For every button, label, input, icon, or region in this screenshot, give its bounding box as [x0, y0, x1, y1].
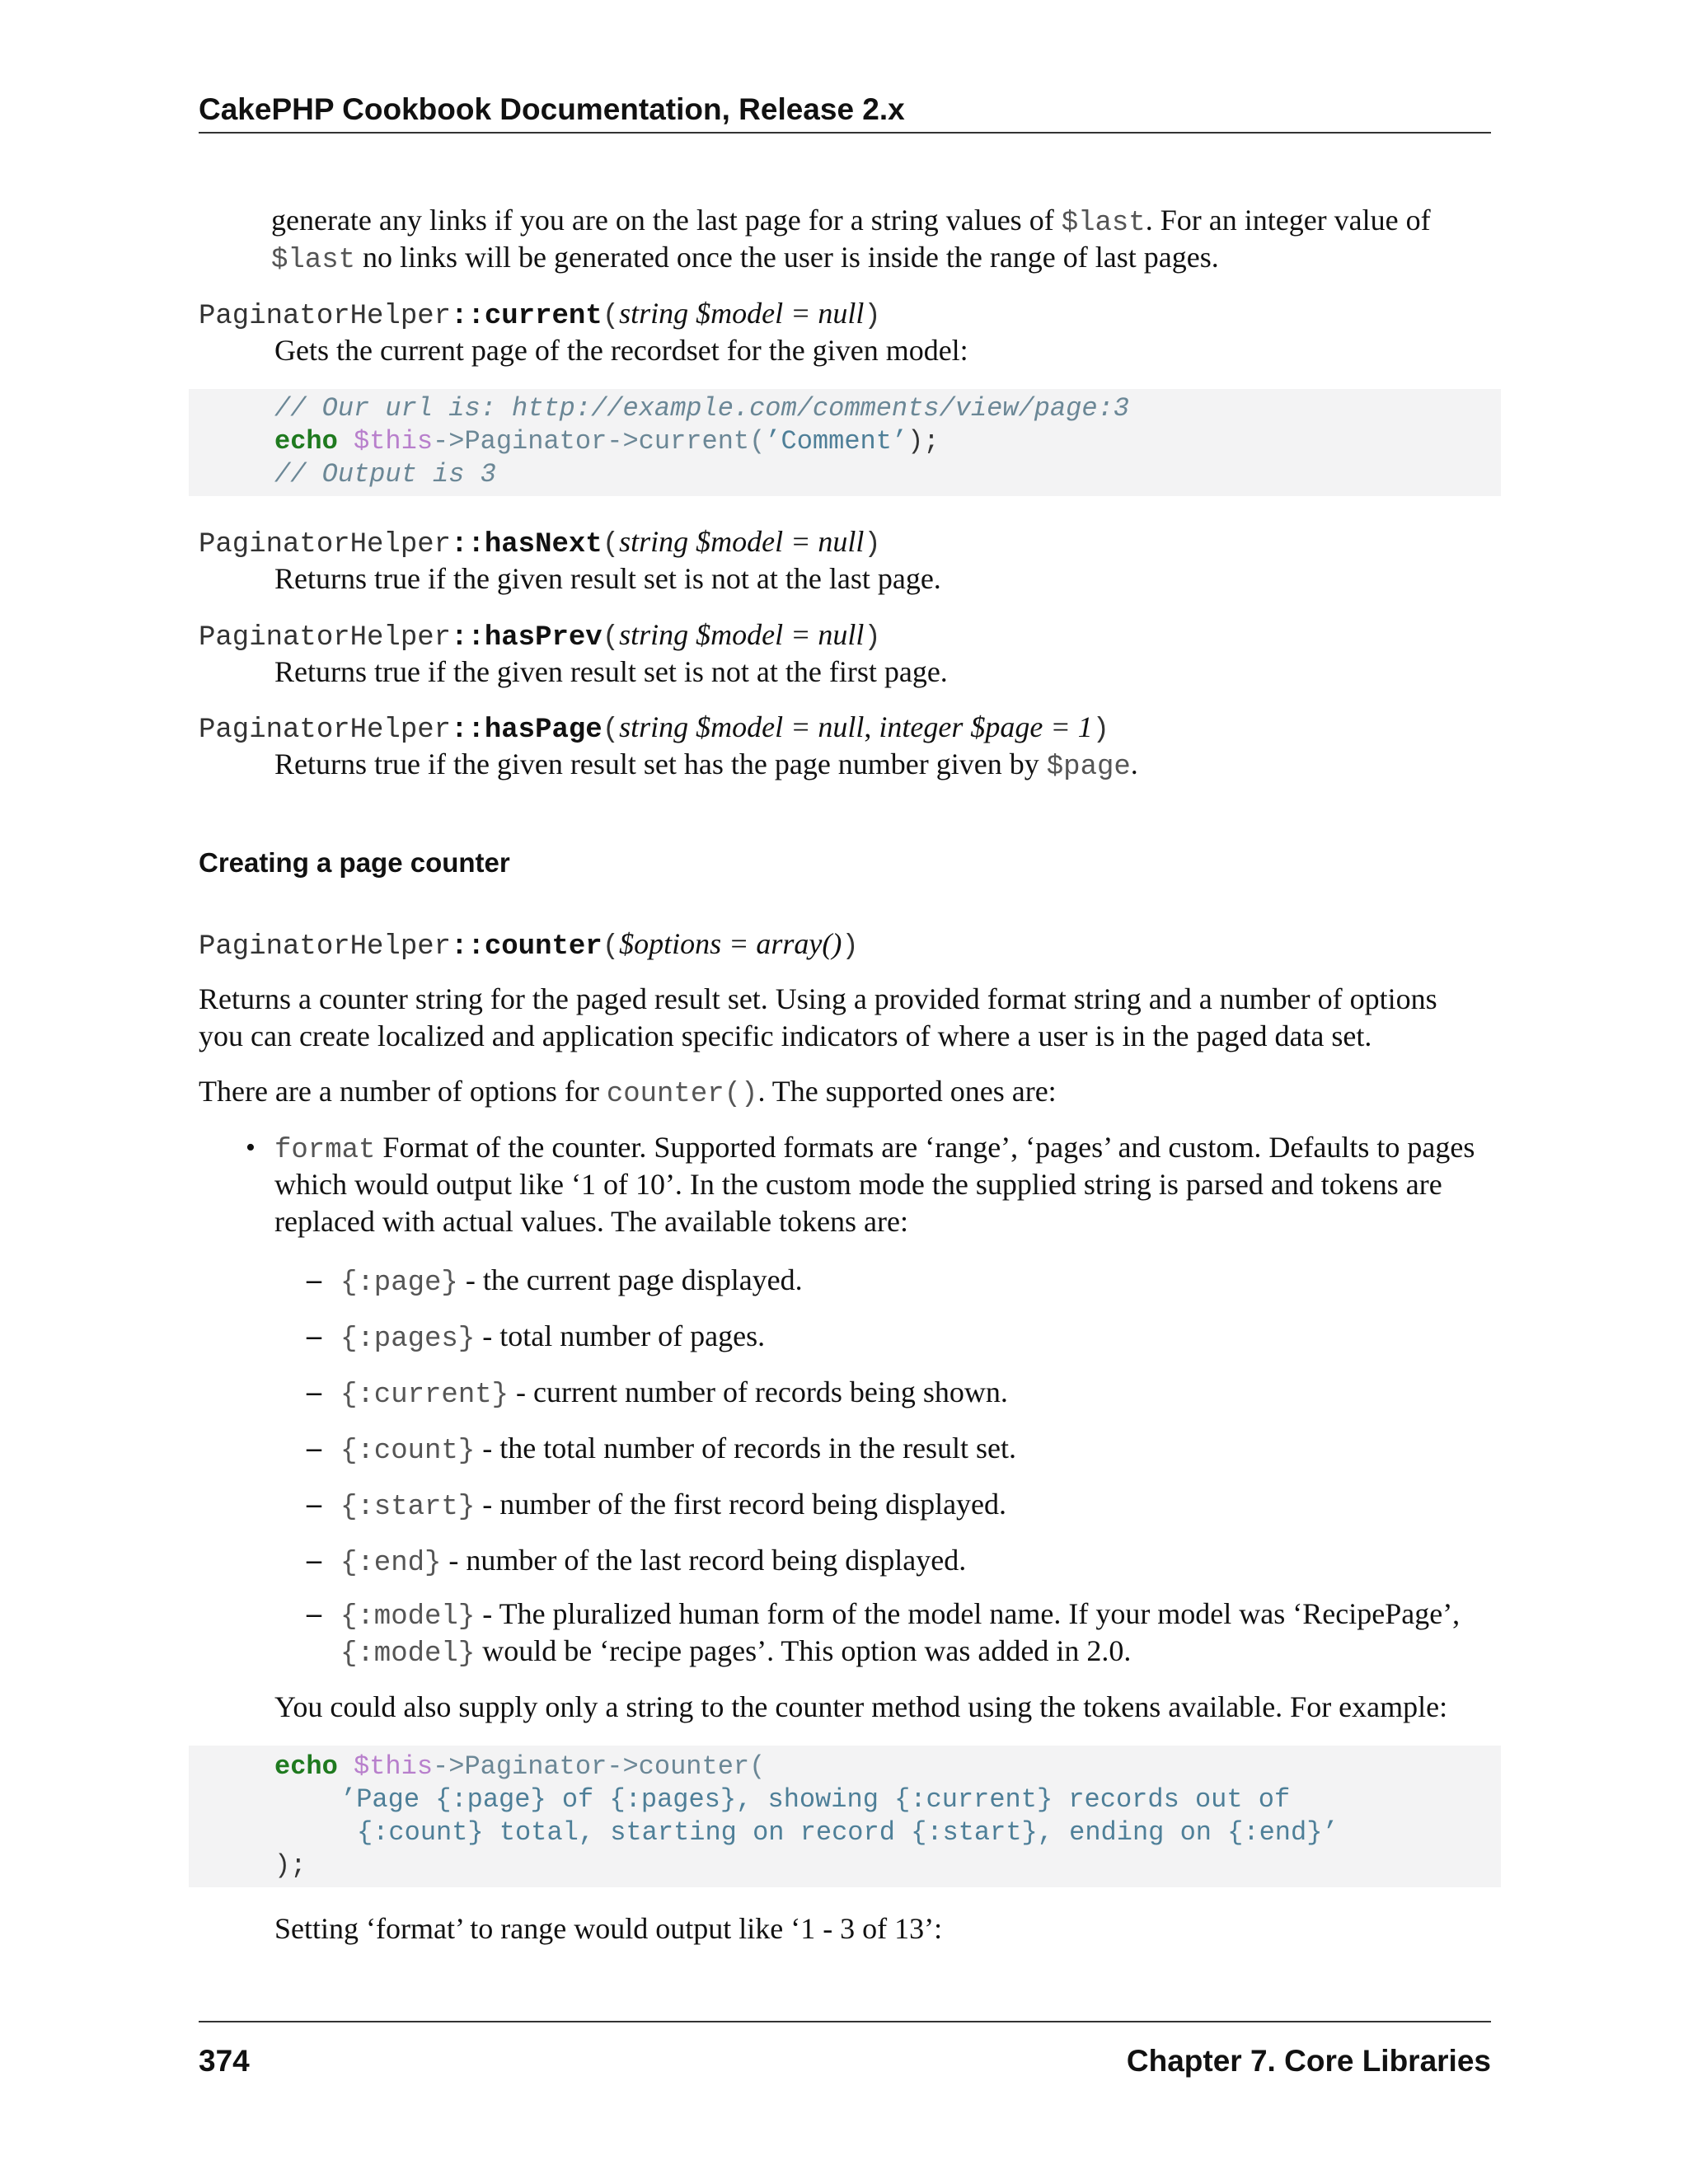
- intro-text: no links will be generated once the user is inside the range of last pages.: [355, 241, 1219, 274]
- token-description: - current number of records being shown.: [509, 1376, 1008, 1408]
- intro-text: generate any links if you are on the last page for a string values of: [271, 204, 1062, 237]
- code-comment: // Output is 3: [274, 459, 496, 490]
- code-string: ’Page {:page} of {:pages}, showing {:current} records out of: [340, 1784, 1291, 1815]
- method-signature-hasnext: PaginatorHelper::hasNext(string $model = null): [199, 525, 881, 560]
- format-option-line-1: format Format of the counter. Supported formats are ‘range’, ‘pages’ and custom. Defaults to pages: [274, 1131, 1475, 1166]
- method-signature-counter: PaginatorHelper::counter($options = array()): [199, 927, 859, 963]
- scope-separator: ::: [451, 301, 485, 332]
- dash-marker: –: [307, 1543, 321, 1576]
- method-desc-hasprev: Returns true if the given result set is not at the first page.: [274, 655, 948, 688]
- token-item: [340, 1486, 1006, 1526]
- method-name: current: [484, 301, 603, 332]
- token-description: - the total number of records in the result set.: [475, 1432, 1017, 1465]
- class-name: PaginatorHelper: [199, 529, 452, 560]
- inline-code: {:page}: [340, 1268, 458, 1299]
- bullet-marker: •: [246, 1132, 256, 1163]
- token-description: - number of the last record being displayed.: [441, 1544, 967, 1577]
- example-intro: You could also supply only a string to the counter method using the tokens available. For example:: [274, 1690, 1448, 1723]
- dash-marker: –: [307, 1431, 321, 1464]
- intro-text: . For an integer value of: [1145, 204, 1431, 237]
- method-args: string $model = null: [619, 297, 865, 330]
- token-item-model-cont: {:model} would be ‘recipe pages’. This option was added in 2.0.: [340, 1634, 1132, 1670]
- class-name: PaginatorHelper: [199, 715, 452, 746]
- method-name: hasNext: [484, 529, 603, 560]
- inline-code: $page: [1046, 752, 1131, 783]
- intro-line-1: [271, 202, 1431, 242]
- code-line: echo $this->Paginator->current(’Comment’);: [274, 426, 940, 457]
- dash-marker: –: [307, 1375, 321, 1408]
- method-signature-hasprev: PaginatorHelper::hasPrev(string $model = null): [199, 618, 881, 654]
- class-name: PaginatorHelper: [199, 931, 452, 963]
- code-block-current: [189, 389, 1501, 496]
- method-desc-current: Gets the current page of the recordset for the given model:: [274, 334, 968, 367]
- code-line: );: [274, 1850, 307, 1881]
- inline-code: format: [274, 1135, 376, 1166]
- counter-desc-line-2: you can create localized and application specific indicators of where a user is in the paged data set.: [199, 1019, 1372, 1052]
- token-item-model: {:model} - The pluralized human form of the model name. If your model was ‘RecipePage’,: [340, 1597, 1461, 1633]
- token-item: [340, 1318, 765, 1358]
- inline-code: $last: [271, 245, 356, 276]
- dash-marker: –: [307, 1487, 321, 1520]
- method-args: string $model = null: [619, 710, 865, 743]
- page-number: 374: [199, 2044, 250, 2078]
- class-name: PaginatorHelper: [199, 301, 452, 332]
- running-header-title: CakePHP Cookbook Documentation, Release 2.x: [199, 92, 905, 126]
- code-comment: // Our url is: http://example.com/comments/view/page:3: [274, 393, 1129, 424]
- range-note: Setting ‘format’ to range would output like ‘1 - 3 of 13’:: [274, 1912, 943, 1945]
- code-string: {:count} total, starting on record {:start}, ending on {:end}’: [357, 1817, 1339, 1848]
- code-line: echo $this->Paginator->counter(: [274, 1751, 766, 1782]
- method-name: hasPrev: [484, 622, 603, 654]
- method-args: $options = array(): [619, 927, 842, 960]
- inline-code: {:start}: [340, 1492, 476, 1523]
- inline-code: {:count}: [340, 1436, 476, 1467]
- format-option-line-2: which would output like ‘1 of 10’. In the custom mode the supplied string is parsed and tokens are: [274, 1168, 1442, 1201]
- dash-marker: –: [307, 1263, 321, 1296]
- method-name: hasPage: [484, 715, 603, 746]
- inline-code: counter(): [606, 1079, 758, 1110]
- token-description: - total number of pages.: [475, 1319, 766, 1352]
- token-item: [340, 1262, 803, 1302]
- inline-code: {:model}: [340, 1638, 476, 1670]
- dash-marker: –: [307, 1319, 321, 1352]
- token-item: [340, 1430, 1016, 1470]
- code-block-counter: [189, 1746, 1501, 1887]
- header-rule: [199, 132, 1491, 134]
- inline-code: {:model}: [340, 1601, 476, 1633]
- method-args: integer $page = 1: [879, 710, 1093, 743]
- method-desc-haspage: Returns true if the given result set has the page number given by $page.: [274, 748, 1138, 783]
- method-signature-current: PaginatorHelper::current(string $model = null): [199, 297, 881, 332]
- format-option-line-3: replaced with actual values. The available tokens are:: [274, 1205, 908, 1238]
- method-desc-hasnext: Returns true if the given result set is not at the last page.: [274, 562, 941, 595]
- class-name: PaginatorHelper: [199, 622, 452, 654]
- inline-code: {:current}: [340, 1380, 509, 1411]
- token-item: [340, 1374, 1008, 1414]
- dash-marker: –: [307, 1596, 321, 1629]
- inline-code: $last: [1061, 208, 1146, 239]
- method-args: string $model = null: [619, 525, 865, 558]
- token-item: [340, 1542, 966, 1582]
- token-description: - number of the first record being displayed.: [475, 1488, 1007, 1521]
- footer-rule: [199, 2021, 1491, 2022]
- inline-code: {:pages}: [340, 1324, 476, 1355]
- inline-code: {:end}: [340, 1548, 442, 1579]
- method-signature-haspage: PaginatorHelper::hasPage(string $model = null, integer $page = 1): [199, 710, 1110, 746]
- chapter-title: Chapter 7. Core Libraries: [1126, 2044, 1491, 2078]
- options-intro: There are a number of options for counter(). The supported ones are:: [199, 1075, 1057, 1110]
- method-args: string $model = null: [619, 618, 865, 651]
- intro-line-2: [271, 239, 1219, 279]
- section-heading: Creating a page counter: [199, 847, 510, 878]
- counter-desc-line-1: Returns a counter string for the paged result set. Using a provided format string and a number of options: [199, 982, 1437, 1015]
- method-name: counter: [484, 931, 603, 963]
- token-description: - the current page displayed.: [457, 1263, 803, 1296]
